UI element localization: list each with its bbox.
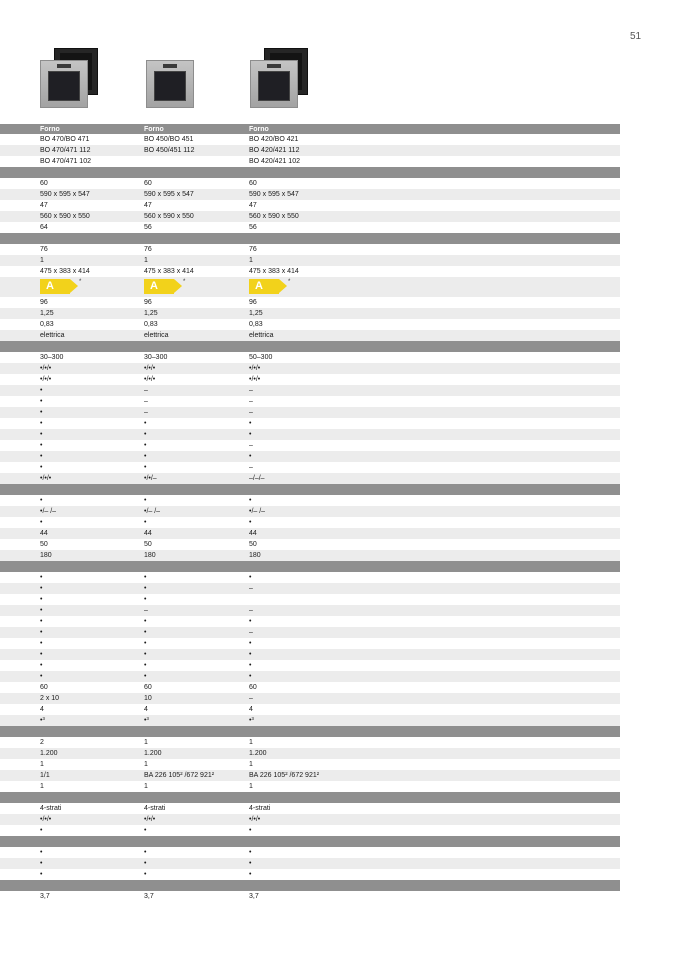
table-cell: 60 (40, 180, 48, 187)
table-cell: • (249, 420, 252, 427)
table-cell: • (40, 640, 43, 647)
table-row (0, 781, 620, 792)
table-cell: 2 x 10 (40, 695, 60, 702)
table-cell: • (40, 618, 43, 625)
table-cell: 0,83 (40, 321, 54, 328)
table-cell: • (40, 519, 43, 526)
table-cell: • (40, 871, 43, 878)
section-divider (0, 561, 620, 572)
header-cell: Forno (249, 126, 269, 133)
energy-class-letter: A (150, 280, 158, 292)
table-row (0, 572, 620, 583)
table-row (0, 693, 620, 704)
table-cell: •/•/• (144, 365, 156, 372)
table-cell: • (144, 585, 147, 592)
table-cell: • (249, 662, 252, 669)
table-cell: BO 450/451 112 (144, 147, 195, 154)
table-cell: • (144, 673, 147, 680)
table-cell: 1 (144, 739, 148, 746)
section-divider (0, 341, 620, 352)
table-cell: 1 (40, 761, 44, 768)
table-row (0, 363, 620, 374)
table-cell: 1.200 (144, 750, 162, 757)
section-divider (0, 233, 620, 244)
table-row (0, 847, 620, 858)
table-cell: 180 (144, 552, 156, 559)
table-cell: 4 (249, 706, 253, 713)
table-cell: 44 (249, 530, 257, 537)
table-cell: • (40, 497, 43, 504)
section-divider (0, 726, 620, 737)
table-cell: – (249, 409, 253, 416)
table-row (0, 825, 620, 836)
table-cell: •/•/– (144, 475, 157, 482)
table-cell: • (144, 431, 147, 438)
table-cell: 560 x 590 x 550 (249, 213, 299, 220)
table-row (0, 385, 620, 396)
table-cell: 96 (40, 299, 48, 306)
table-row (0, 770, 620, 781)
table-cell: 1 (144, 783, 148, 790)
table-cell: • (249, 871, 252, 878)
table-row (0, 429, 620, 440)
table-cell: BO 420/421 112 (249, 147, 300, 154)
table-cell: • (40, 596, 43, 603)
table-row (0, 649, 620, 660)
table-row (0, 297, 620, 308)
table-cell: • (144, 629, 147, 636)
table-cell: • (40, 574, 43, 581)
table-row (0, 319, 620, 330)
table-cell: BO 470/BO 471 (40, 136, 90, 143)
table-row (0, 451, 620, 462)
table-cell: • (40, 398, 43, 405)
table-cell: • (144, 827, 147, 834)
table-cell: • (144, 860, 147, 867)
table-row (0, 178, 620, 189)
table-row (0, 495, 620, 506)
table-cell: • (40, 585, 43, 592)
table-row (0, 244, 620, 255)
table-cell: •³ (144, 717, 149, 724)
table-cell: • (144, 497, 147, 504)
table-cell: – (144, 409, 148, 416)
table-cell: 590 x 595 x 547 (144, 191, 194, 198)
table-cell: • (249, 618, 252, 625)
table-cell: 1 (249, 739, 253, 746)
table-cell: 50 (249, 541, 257, 548)
section-divider (0, 484, 620, 495)
table-cell: 1 (40, 783, 44, 790)
table-cell: 44 (40, 530, 48, 537)
energy-class-badge (40, 279, 82, 294)
oven-image-single-bo450 (146, 58, 196, 110)
table-cell: • (40, 431, 43, 438)
table-row (0, 704, 620, 715)
section-divider (0, 167, 620, 178)
table-cell: • (144, 596, 147, 603)
table-row (0, 440, 620, 451)
table-cell: 1,25 (249, 310, 263, 317)
table-row (0, 671, 620, 682)
table-row (0, 266, 620, 277)
table-cell: 4 (40, 706, 44, 713)
table-cell: •/– /– (144, 508, 161, 515)
table-cell: – (249, 585, 253, 592)
table-cell: • (249, 453, 252, 460)
table-row (0, 200, 620, 211)
table-row (0, 627, 620, 638)
table-row (0, 715, 620, 726)
table-cell: • (40, 662, 43, 669)
table-row (0, 330, 620, 341)
energy-class-badge (249, 279, 291, 294)
table-cell: 30–300 (144, 354, 168, 361)
table-cell: • (144, 662, 147, 669)
table-row (0, 418, 620, 429)
table-cell: – (249, 464, 253, 471)
table-row (0, 660, 620, 671)
table-cell: 47 (249, 202, 257, 209)
table-cell: • (144, 519, 147, 526)
table-row (0, 616, 620, 627)
table-cell: 4-strati (40, 805, 62, 812)
table-cell: BA 226 105² /672 921² (144, 772, 215, 779)
table-cell: • (144, 453, 147, 460)
table-row (0, 594, 620, 605)
page-number: 51 (630, 31, 642, 42)
table-row (0, 145, 620, 156)
table-cell: 60 (249, 180, 257, 187)
table-cell: 475 x 383 x 414 (144, 268, 194, 275)
oven-image-double-bo420 (250, 48, 308, 110)
table-cell: •/•/• (40, 816, 52, 823)
table-cell: elettrica (249, 332, 274, 339)
table-cell: 1.200 (40, 750, 58, 757)
table-row (0, 814, 620, 825)
table-cell: • (40, 442, 43, 449)
table-row (0, 222, 620, 233)
table-cell: • (40, 849, 43, 856)
table-row (0, 605, 620, 616)
table-row (0, 891, 620, 902)
table-cell: 3,7 (249, 893, 259, 900)
table-cell: • (144, 420, 147, 427)
table-cell: – (144, 607, 148, 614)
table-cell: BO 470/471 112 (40, 147, 91, 154)
table-cell: – (144, 387, 148, 394)
table-cell: •/•/• (249, 365, 261, 372)
table-cell: •³ (40, 717, 45, 724)
table-cell: 4-strati (249, 805, 271, 812)
table-row (0, 869, 620, 880)
header-cell: Forno (144, 126, 164, 133)
table-cell: 2 (40, 739, 44, 746)
table-cell: 60 (40, 684, 48, 691)
table-cell: • (249, 519, 252, 526)
table-cell: 76 (144, 246, 152, 253)
table-cell: 50–300 (249, 354, 273, 361)
table-cell: 1,25 (40, 310, 54, 317)
table-cell: 475 x 383 x 414 (40, 268, 90, 275)
table-cell: 1 (249, 783, 253, 790)
table-cell: 590 x 595 x 547 (40, 191, 90, 198)
table-cell: • (40, 651, 43, 658)
table-cell: • (144, 640, 147, 647)
energy-footnote-star: * (288, 279, 291, 285)
table-row (0, 211, 620, 222)
table-cell: BA 226 105² /672 921² (249, 772, 320, 779)
table-cell: 60 (249, 684, 257, 691)
table-cell: 4 (144, 706, 148, 713)
table-row (0, 352, 620, 363)
table-cell: elettrica (144, 332, 169, 339)
table-cell: •/•/• (144, 376, 156, 383)
table-cell: • (144, 464, 147, 471)
table-cell: 0,83 (249, 321, 263, 328)
table-cell: • (40, 629, 43, 636)
section-divider (0, 836, 620, 847)
table-cell: •/•/• (144, 816, 156, 823)
table-cell: •/•/• (249, 376, 261, 383)
table-cell: 1 (144, 257, 148, 264)
table-cell: • (40, 607, 43, 614)
table-cell: • (40, 827, 43, 834)
table-cell: BO 470/471 102 (40, 158, 91, 165)
table-cell: 3,7 (144, 893, 154, 900)
energy-footnote-star: * (79, 279, 82, 285)
table-row (0, 528, 620, 539)
table-cell: • (40, 860, 43, 867)
table-cell: 60 (144, 684, 152, 691)
table-cell: 76 (40, 246, 48, 253)
header-cell: Forno (40, 126, 60, 133)
table-cell: 47 (144, 202, 152, 209)
table-cell: 47 (40, 202, 48, 209)
table-cell: •/•/• (40, 475, 52, 482)
table-cell: 1 (249, 761, 253, 768)
table-cell: •/– /– (249, 508, 266, 515)
table-row (0, 407, 620, 418)
table-row (0, 189, 620, 200)
table-cell: • (144, 574, 147, 581)
table-row (0, 517, 620, 528)
table-cell: • (144, 849, 147, 856)
table-cell: 56 (249, 224, 257, 231)
table-row (0, 134, 620, 145)
table-cell: 1/1 (40, 772, 50, 779)
table-cell: • (144, 871, 147, 878)
table-cell: 76 (249, 246, 257, 253)
table-cell: • (144, 651, 147, 658)
table-cell: – (249, 695, 253, 702)
table-row (0, 682, 620, 693)
table-cell: • (40, 387, 43, 394)
table-row (0, 374, 620, 385)
table-cell: – (249, 387, 253, 394)
table-row (0, 539, 620, 550)
table-cell: 64 (40, 224, 48, 231)
table-cell: • (249, 673, 252, 680)
header-row (0, 124, 620, 134)
table-cell: • (40, 453, 43, 460)
table-cell: •/•/• (40, 365, 52, 372)
table-cell: 96 (144, 299, 152, 306)
energy-class-badge (144, 279, 186, 294)
table-cell: • (249, 651, 252, 658)
table-row (0, 737, 620, 748)
table-cell: • (144, 442, 147, 449)
section-divider (0, 792, 620, 803)
table-cell: 1 (144, 761, 148, 768)
spec-table (0, 124, 620, 902)
table-cell: 1,25 (144, 310, 158, 317)
table-row (0, 583, 620, 594)
table-row (0, 255, 620, 266)
table-cell: – (249, 442, 253, 449)
table-cell: 10 (144, 695, 152, 702)
table-cell: 1 (249, 257, 253, 264)
table-row (0, 759, 620, 770)
table-cell: 0,83 (144, 321, 158, 328)
table-cell: 180 (40, 552, 52, 559)
table-row (0, 156, 620, 167)
table-row (0, 462, 620, 473)
table-row (0, 473, 620, 484)
table-cell: – (249, 398, 253, 405)
table-cell: • (249, 640, 252, 647)
table-cell: 180 (249, 552, 261, 559)
table-cell: BO 420/421 102 (249, 158, 300, 165)
table-cell: BO 450/BO 451 (144, 136, 194, 143)
table-cell: 30–300 (40, 354, 64, 361)
table-cell: 475 x 383 x 414 (249, 268, 299, 275)
table-cell: • (249, 431, 252, 438)
table-cell: •/•/• (249, 816, 261, 823)
table-cell: 44 (144, 530, 152, 537)
table-cell: – (249, 629, 253, 636)
table-row (0, 396, 620, 407)
table-row (0, 550, 620, 561)
table-cell: • (249, 574, 252, 581)
table-cell: BO 420/BO 421 (249, 136, 299, 143)
table-cell: 60 (144, 180, 152, 187)
table-row (0, 803, 620, 814)
table-cell: • (40, 409, 43, 416)
table-cell: –/–/– (249, 475, 265, 482)
table-cell: • (144, 618, 147, 625)
table-cell: elettrica (40, 332, 65, 339)
energy-class-row (0, 277, 620, 297)
table-cell: • (249, 497, 252, 504)
table-cell: 96 (249, 299, 257, 306)
table-cell: • (40, 673, 43, 680)
table-cell: 1 (40, 257, 44, 264)
table-cell: •/– /– (40, 508, 57, 515)
table-cell: •/•/• (40, 376, 52, 383)
table-row (0, 748, 620, 759)
table-cell: • (40, 420, 43, 427)
table-cell: 560 x 590 x 550 (144, 213, 194, 220)
energy-class-letter: A (46, 280, 54, 292)
table-cell: 3,7 (40, 893, 50, 900)
table-cell: 560 x 590 x 550 (40, 213, 90, 220)
oven-image-double-bo470 (40, 48, 98, 110)
table-cell: – (249, 607, 253, 614)
table-cell: •³ (249, 717, 254, 724)
energy-class-letter: A (255, 280, 263, 292)
table-cell: • (249, 860, 252, 867)
table-row (0, 308, 620, 319)
table-row (0, 858, 620, 869)
table-cell: 50 (144, 541, 152, 548)
table-cell: 4-strati (144, 805, 166, 812)
section-divider (0, 880, 620, 891)
table-cell: • (40, 464, 43, 471)
energy-footnote-star: * (183, 279, 186, 285)
table-row (0, 506, 620, 517)
table-cell: 590 x 595 x 547 (249, 191, 299, 198)
table-cell: 1.200 (249, 750, 267, 757)
table-cell: – (144, 398, 148, 405)
table-cell: 56 (144, 224, 152, 231)
table-cell: 50 (40, 541, 48, 548)
table-cell: • (249, 827, 252, 834)
table-cell: • (249, 849, 252, 856)
table-row (0, 638, 620, 649)
